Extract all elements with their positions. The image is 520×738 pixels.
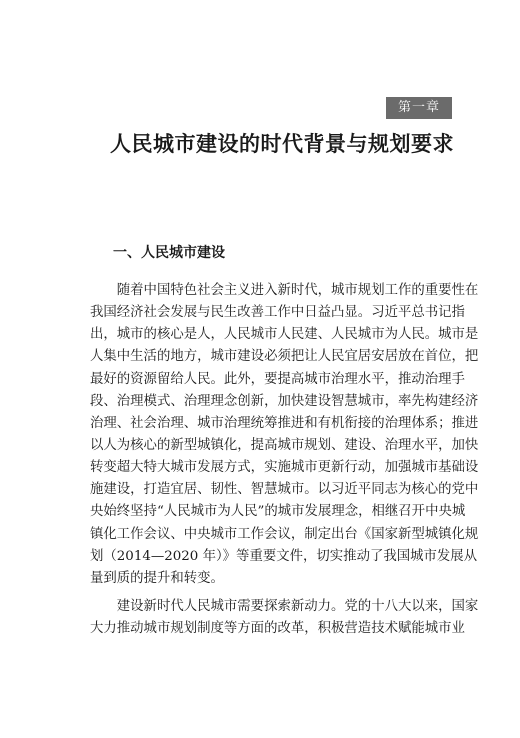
text-line: 出，城市的核心是人，人民城市人民建、人民城市为人民。城市是 [90,327,479,343]
text-line: 治理、社会治理、城市治理统筹推进和有机衔接的治理体系；推进 [90,415,479,431]
text-line: 以人为核心的新型城镇化，提高城市规划、建设、治理水平，加快 [90,437,479,453]
text-line: 建设新时代人民城市需要探索新动力。党的十八大以来，国家 [90,598,479,614]
text-line: 段、治理模式、治理理念创新，加快建设智慧城市，率先构建经济 [90,393,479,409]
text-line: 大力推动城市规划制度等方面的改革，积极营造技术赋能城市业 [90,621,465,637]
text-line: 我国经济社会发展与民生改善工作中日益凸显。习近平总书记指 [90,305,465,321]
text-line: 人集中生活的地方，城市建设必须把让人民宜居安居放在首位，把 [90,349,479,365]
text-line: 量到质的提升和转变。 [90,570,224,586]
text-line: 镇化工作会议、中央城市工作会议，制定出台《国家新型城镇化规 [90,526,479,542]
text-line: 转变超大特大城市发展方式，实施城市更新行动，加强城市基础设 [90,460,479,476]
body-text [90,280,479,640]
text-line: 央始终坚持“人民城市为人民”的城市发展理念，相继召开中央城 [90,504,466,520]
chapter-title: 人民城市建设的时代背景与规划要求 [110,131,454,156]
text-line: 划（2014—2020 年）》等重要文件，切实推动了我国城市发展从 [90,548,478,564]
chapter-badge: 第一章 [386,97,452,119]
section-heading: 一、人民城市建设 [113,245,225,261]
text-line: 随着中国特色社会主义进入新时代，城市规划工作的重要性在 [90,283,479,298]
text-line: 最好的资源留给人民。此外，要提高城市治理水平，推动治理手 [90,371,465,387]
text-line: 施建设，打造宜居、韧性、智慧城市。以习近平同志为核心的党中 [90,482,479,498]
